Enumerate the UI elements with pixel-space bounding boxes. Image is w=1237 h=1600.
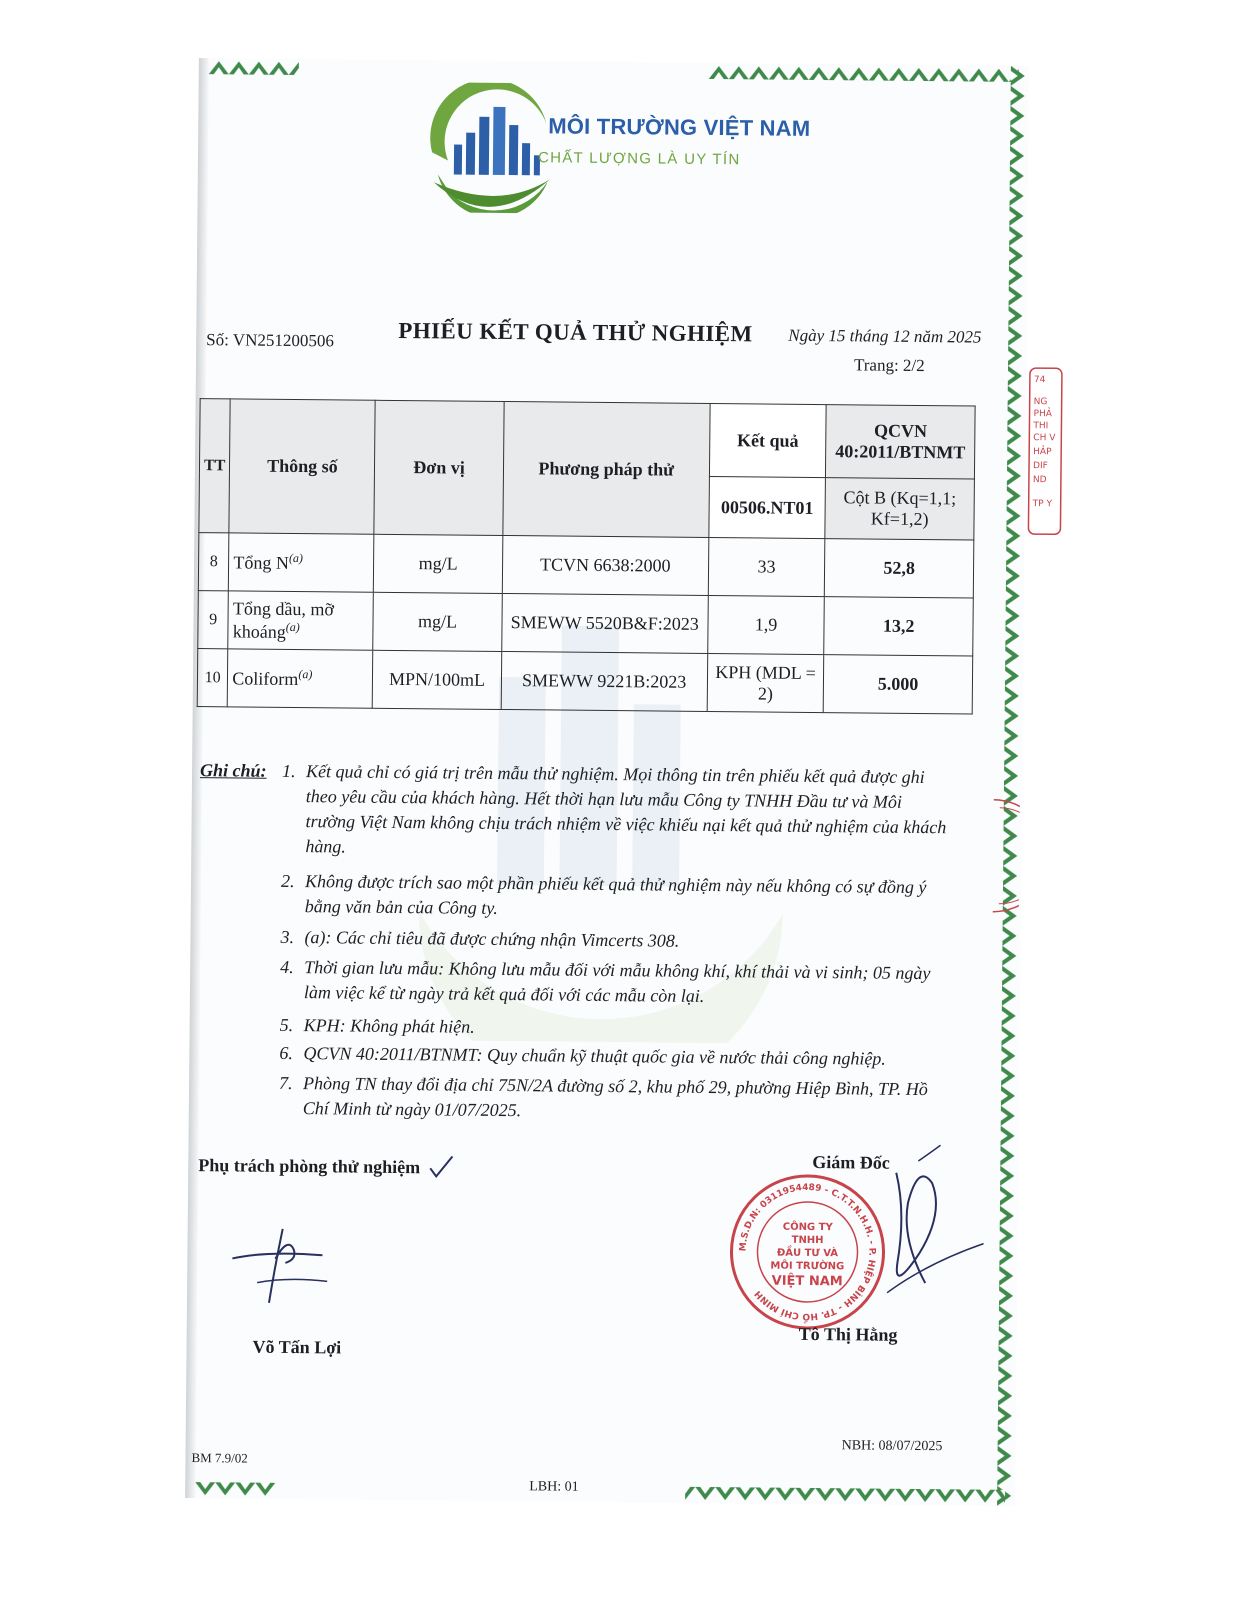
note-number: 7.: [279, 1072, 293, 1093]
svg-text:THI: THI: [1033, 421, 1049, 432]
stamp-line: VIỆT NAM: [771, 1273, 843, 1290]
note-number: 1.: [281, 760, 296, 782]
svg-text:HẢP: HẢP: [1033, 447, 1052, 458]
cell-limit: 52,8: [825, 539, 974, 598]
note-text: Thời gian lưu mẫu: Không lưu mẫu đối với mẫu không khí, khí thải và vi sinh; 05 ngày làm việc kể từ ngày trả kết quả đối với các mẫu còn lại.: [303, 957, 931, 1006]
stamp-ring-text: M.S.D.N: 0311954489 - C.T.T.N.H.H. - P. HIỆP BÌNH - TP. HỒ CHÍ MINH: [738, 1182, 877, 1322]
note-text: Không được trích sao một phần phiếu kết quả thử nghiệm này nếu không có sự đồng ý bằng văn bản của Công ty.: [304, 871, 927, 918]
parameter-text: Coliform: [232, 668, 299, 690]
header-unit: Đơn vị: [374, 400, 503, 535]
svg-text:74: 74: [1033, 375, 1046, 386]
signatory-right-title: Giám Đốc: [812, 1151, 890, 1173]
note-item: [279, 1071, 949, 1127]
svg-text:NG: NG: [1033, 397, 1048, 408]
signature-left-icon: [227, 1218, 338, 1309]
note-number: 4.: [280, 956, 294, 978]
notes-label: Ghi chú:: [199, 760, 267, 781]
svg-text:PHẢ: PHẢ: [1033, 409, 1052, 420]
stamp-line: CÔNG TY: [782, 1221, 833, 1234]
signatory-left-title: Phụ trách phòng thử nghiệm: [198, 1155, 421, 1178]
parameter-text: Tổng N: [233, 552, 290, 573]
cell-method: SMEWW 9221B:2023: [501, 651, 708, 711]
side-stamp-fragment: [1026, 366, 1064, 536]
results-table: [197, 398, 976, 714]
brand-slogan: CHẤT LƯỢNG LÀ UY TÍN: [537, 149, 741, 169]
document-date: Ngày 15 tháng 12 năm 2025: [788, 325, 982, 347]
note-text: Kết quả chỉ có giá trị trên mẫu thử nghiệm. Mọi thông tin trên phiếu kết quả được ghi theo yêu cầu của khách hàng. Hết thời hạn lưu mẫu Công ty TNHH Đầu tư và Môi trường Việt Nam không chịu trách nhiệm về việc khiếu nại kết quả thử nghiệm của khách hàng.: [305, 761, 947, 857]
document-title: PHIẾU KẾT QUẢ THỬ NGHIỆM: [398, 317, 753, 347]
decorative-border-right: [995, 66, 1029, 1506]
side-stamp-arc: [989, 796, 1020, 916]
note-text: Phòng TN thay đổi địa chỉ 75N/2A đường số 2, khu phố 29, phường Hiệp Bình, TP. Hồ Chí Minh từ ngày 01/07/2025.: [302, 1073, 928, 1121]
note-text: KPH: Không phát hiện.: [303, 1015, 475, 1037]
form-code: BM 7.9/02: [191, 1450, 248, 1466]
cell-parameter: [228, 649, 374, 708]
decorative-border-top: [209, 58, 1019, 84]
header-standard-column: Cột B (Kq=1,1; Kf=1,2): [825, 478, 974, 540]
table-header-row: [199, 399, 975, 479]
cell-unit: MPN/100mL: [373, 650, 502, 709]
cell-method: TCVN 6638:2000: [502, 535, 709, 595]
note-text: (a): Các chỉ tiêu đã được chứng nhận Vimcerts 308.: [304, 927, 680, 951]
cell-parameter: [228, 591, 374, 650]
cell-tt: 8: [198, 533, 229, 591]
stamp-line: MÔI TRƯỜNG: [770, 1260, 845, 1273]
header-tt: TT: [199, 399, 231, 533]
parameter-superscript: (a): [288, 550, 304, 566]
issue-date: NBH: 08/07/2025: [841, 1438, 943, 1455]
note-item: [281, 759, 952, 865]
cell-result: 1,9: [708, 595, 825, 654]
signatory-right-name: Tô Thị Hằng: [798, 1323, 898, 1345]
parameter-text: Tổng dầu, mỡ khoáng: [232, 597, 335, 642]
header-result: Kết quả: [709, 403, 826, 477]
cell-limit: 13,2: [824, 597, 973, 656]
cell-unit: mg/L: [374, 534, 503, 593]
signatory-left-name: Võ Tấn Lợi: [252, 1336, 342, 1358]
stamp-line: ĐẦU TƯ VÀ: [776, 1247, 839, 1260]
decorative-border-bottom: [195, 1480, 1005, 1506]
table-row: [198, 533, 974, 598]
parameter-superscript: (a): [285, 619, 300, 634]
header-parameter: Thông số: [229, 399, 375, 534]
page-number: Trang: 2/2: [853, 355, 925, 376]
stamp-line: TNHH: [791, 1234, 824, 1247]
svg-text:DIF: DIF: [1033, 461, 1048, 472]
cell-method: SMEWW 5520B&F:2023: [501, 593, 708, 653]
svg-text:TP Y: TP Y: [1032, 499, 1053, 510]
svg-text:ND: ND: [1032, 475, 1047, 486]
cell-parameter: [229, 533, 375, 592]
cell-tt: 9: [198, 591, 229, 649]
document-number: Số: VN251200506: [206, 330, 335, 351]
checkmark-icon: [426, 1152, 456, 1182]
note-item: [279, 1041, 949, 1072]
brand-name: MÔI TRƯỜNG VIỆT NAM: [548, 113, 811, 141]
company-logo-icon: [419, 82, 760, 215]
note-text: QCVN 40:2011/BTNMT: Quy chuẩn kỹ thuật quốc gia về nước thải công nghiệp.: [303, 1043, 886, 1069]
parameter-superscript: (a): [298, 667, 313, 682]
note-number: 6.: [279, 1042, 293, 1063]
document-page: [185, 58, 1056, 1506]
header-standard: QCVN 40:2011/BTNMT: [826, 405, 975, 479]
note-number: 3.: [280, 926, 295, 948]
note-number: 5.: [279, 1014, 294, 1035]
note-item: [280, 955, 950, 1011]
note-item: [281, 869, 951, 925]
svg-text:CH V: CH V: [1033, 433, 1056, 444]
revision-code: LBH: 01: [529, 1479, 579, 1495]
cell-unit: mg/L: [373, 592, 502, 651]
cell-limit: 5.000: [823, 655, 972, 714]
table-row: [198, 591, 974, 656]
table-row: [197, 649, 973, 714]
header-method: Phương pháp thử: [503, 401, 710, 537]
header-result-sample: 00506.NT01: [709, 476, 826, 538]
cell-result: 33: [708, 537, 825, 596]
note-number: 2.: [280, 870, 295, 892]
cell-tt: 10: [197, 649, 228, 707]
signature-right-icon: [827, 1142, 989, 1324]
cell-result: KPH (MDL = 2): [707, 653, 824, 712]
